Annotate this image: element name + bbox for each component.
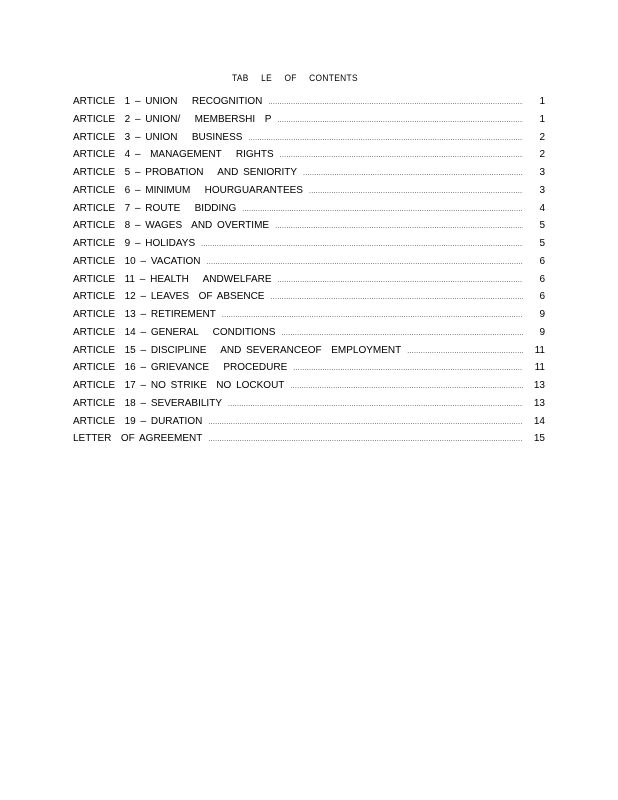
toc-entry bbox=[73, 149, 545, 167]
toc-entry-page: 3 bbox=[539, 167, 545, 178]
toc-entry bbox=[73, 256, 545, 274]
toc-entry-label: ARTICLE 1 – UNION RECOGNITION bbox=[73, 96, 263, 107]
toc-leader-dots bbox=[222, 312, 523, 319]
toc-entry-label: ARTICLE 15 – DISCIPLINE AND SEVERANCEOF EMPLOYMENT bbox=[73, 344, 402, 356]
toc-leader-dots bbox=[293, 365, 523, 372]
toc-leader-dots bbox=[309, 188, 523, 195]
toc-leader-dots bbox=[201, 241, 523, 248]
toc-entry-page: 2 bbox=[539, 131, 545, 143]
toc-entry bbox=[73, 220, 545, 238]
toc-leader-dots bbox=[270, 294, 523, 301]
toc-entry-page: 4 bbox=[539, 202, 545, 214]
toc-entry-page: 6 bbox=[539, 291, 545, 303]
toc-entry-label: ARTICLE 4 – MANAGEMENT RIGHTS bbox=[73, 149, 274, 161]
toc-entry-label: ARTICLE 11 – HEALTH ANDWELFARE bbox=[73, 273, 272, 285]
toc-entry-label: ARTICLE 14 – GENERAL CONDITIONS bbox=[73, 326, 276, 338]
toc-entry-page: 9 bbox=[539, 326, 545, 338]
toc-entry-label: ARTICLE 2 – UNION/ MEMBERSHI P bbox=[73, 113, 272, 125]
toc-entry-page: 11 bbox=[534, 362, 545, 374]
toc-list bbox=[73, 96, 545, 451]
toc-leader-dots bbox=[290, 383, 523, 390]
toc-entry bbox=[73, 398, 545, 416]
toc-leader-dots bbox=[208, 419, 523, 426]
toc-entry bbox=[73, 167, 545, 185]
toc-entry bbox=[73, 433, 545, 451]
toc-leader-dots bbox=[275, 223, 523, 230]
toc-entry bbox=[73, 132, 545, 150]
toc-entry-label: ARTICLE 5 – PROBATION AND SENIORITY bbox=[73, 167, 298, 178]
toc-entry-page: 2 bbox=[539, 149, 545, 161]
toc-entry-page: 5 bbox=[539, 220, 545, 232]
toc-entry-label: ARTICLE 12 – LEAVES OF ABSENCE bbox=[73, 291, 265, 303]
toc-entry-label: ARTICLE 17 – NO STRIKE NO LOCKOUT bbox=[73, 380, 285, 391]
toc-entry-page: 6 bbox=[539, 273, 545, 285]
toc-leader-dots bbox=[278, 277, 523, 284]
toc-entry-page: 5 bbox=[539, 238, 545, 249]
toc-entry bbox=[73, 238, 545, 256]
toc-entry-page: 13 bbox=[533, 397, 545, 409]
toc-entry-label: ARTICLE 8 – WAGES AND OVERTIME bbox=[73, 220, 270, 232]
toc-leader-dots bbox=[206, 259, 523, 266]
toc-leader-dots bbox=[268, 99, 523, 106]
toc-entry-page: 15 bbox=[533, 433, 545, 445]
toc-leader-dots bbox=[303, 170, 523, 177]
toc-entry-label: ARTICLE 18 – SEVERABILITY bbox=[73, 397, 222, 409]
toc-leader-dots bbox=[248, 135, 523, 142]
toc-entry bbox=[73, 203, 545, 221]
toc-leader-dots bbox=[277, 117, 523, 124]
toc-entry-label: ARTICLE 10 – VACATION bbox=[73, 255, 201, 267]
toc-title: TAB LE OF CONTENTS bbox=[232, 73, 358, 84]
toc-entry-page: 6 bbox=[539, 255, 545, 267]
toc-entry-label: ARTICLE 3 – UNION BUSINESS bbox=[73, 131, 243, 143]
toc-entry-page: 3 bbox=[539, 184, 545, 196]
toc-leader-dots bbox=[407, 348, 523, 355]
toc-entry bbox=[73, 291, 545, 309]
toc-entry-page: 1 bbox=[539, 113, 545, 125]
toc-entry bbox=[73, 274, 545, 292]
toc-entry bbox=[73, 114, 545, 132]
toc-entry-page: 13 bbox=[533, 380, 545, 391]
toc-entry-label: ARTICLE 19 – DURATION bbox=[73, 415, 203, 427]
toc-leader-dots bbox=[281, 330, 523, 337]
toc-entry bbox=[73, 185, 545, 203]
toc-leader-dots bbox=[228, 401, 523, 408]
toc-entry bbox=[73, 345, 545, 363]
toc-entry-label: LETTER OF AGREEMENT bbox=[73, 433, 203, 445]
toc-entry-label: ARTICLE 13 – RETIREMENT bbox=[73, 309, 216, 320]
toc-leader-dots bbox=[242, 206, 523, 213]
toc-entry-page: 9 bbox=[539, 309, 545, 320]
toc-entry-label: ARTICLE 7 – ROUTE BIDDING bbox=[73, 202, 237, 214]
toc-entry-label: ARTICLE 9 – HOLIDAYS bbox=[73, 238, 196, 249]
toc-entry-page: 14 bbox=[533, 415, 545, 427]
toc-entry bbox=[73, 416, 545, 434]
toc-leader-dots bbox=[208, 436, 523, 443]
toc-entry bbox=[73, 380, 545, 398]
toc-entry bbox=[73, 362, 545, 380]
toc-entry bbox=[73, 309, 545, 327]
toc-entry-page: 11 bbox=[534, 344, 545, 356]
toc-entry-page: 1 bbox=[539, 96, 545, 107]
toc-entry bbox=[73, 327, 545, 345]
toc-entry-label: ARTICLE 16 – GRIEVANCE PROCEDURE bbox=[73, 362, 288, 374]
toc-entry bbox=[73, 96, 545, 114]
toc-entry-label: ARTICLE 6 – MINIMUM HOURGUARANTEES bbox=[73, 184, 303, 196]
toc-leader-dots bbox=[280, 152, 523, 159]
